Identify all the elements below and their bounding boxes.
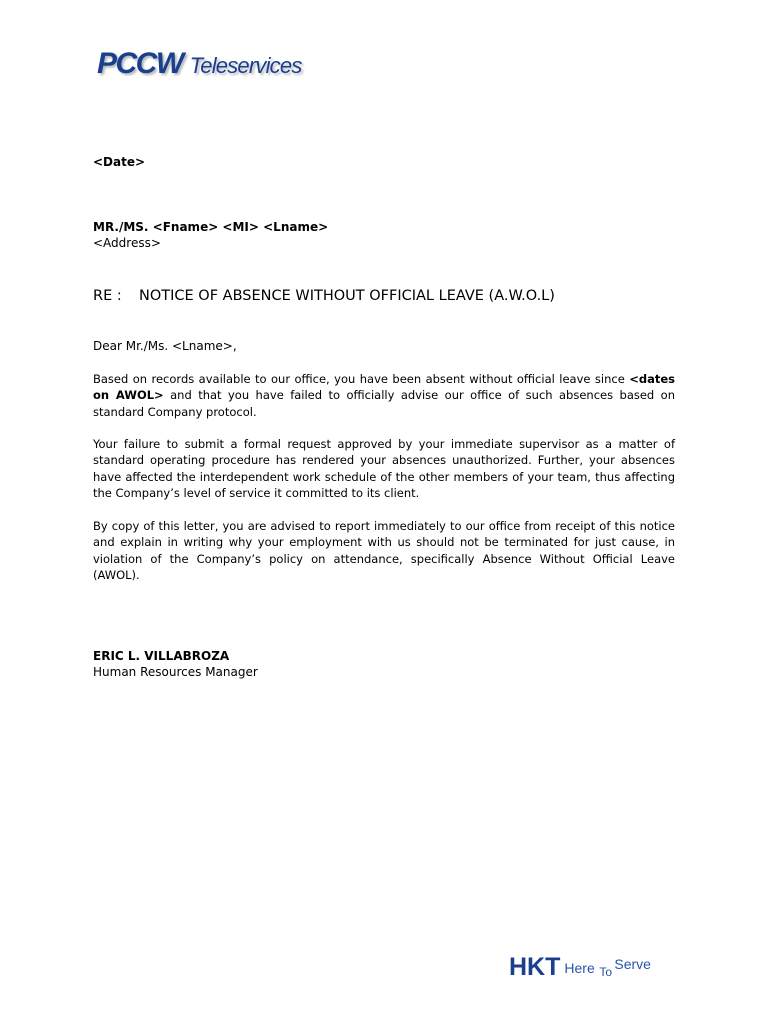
pccw-teleservices-logo <box>97 47 302 81</box>
signatory-name: ERIC L. VILLABROZA <box>93 649 230 663</box>
paragraph-3: By copy of this letter, you are advised to report immediately to our office from receipt of this notice and explain in writing why your employment with us should not be terminated for just cause, in violation of the Company’s policy on attendance, specifically Absence Without Official Leave (AWOL). <box>93 519 675 582</box>
awol-dates-placeholder: <dates on AWOL> <box>93 372 675 403</box>
letter-date: <Date> <box>93 155 146 169</box>
recipient-name: MR./MS. <Fname> <MI> <Lname> <box>93 220 329 234</box>
tagline-to: To <box>599 965 613 979</box>
signatory-title: Human Resources Manager <box>93 665 258 679</box>
paragraph-1-end: and that you have failed to officially advise our office of such absences based on standard Company protocol. <box>93 388 675 419</box>
paragraph-1 <box>93 371 675 420</box>
hkt-logo <box>509 952 664 980</box>
salutation: Dear Mr./Ms. <Lname>, <box>93 339 237 353</box>
logo-brand-text: PCCW <box>97 47 183 80</box>
recipient-address: <Address> <box>93 236 161 250</box>
logo-division-text: Teleservices <box>189 53 302 78</box>
subject-text: NOTICE OF ABSENCE WITHOUT OFFICIAL LEAVE (A.W.O.L) <box>139 288 555 304</box>
paragraph-1-start: Based on records available to our office, you have been absent without official leave since <box>93 372 630 386</box>
hkt-logo-text: HKT <box>509 953 561 981</box>
paragraph-2: Your failure to submit a formal request approved by your immediate supervisor as a matter of standard operating procedure has rendered your absences unauthorized. Further, your absences have affected the interdependent work schedule of the other members of your team, thus affecting the Company’s level of service it committed to its client. <box>93 437 675 500</box>
letter-subject <box>93 287 555 305</box>
subject-prefix: RE : <box>93 288 122 304</box>
hkt-tagline <box>564 952 664 980</box>
tagline-serve: Serve <box>614 956 651 972</box>
tagline-here: Here <box>564 960 595 976</box>
